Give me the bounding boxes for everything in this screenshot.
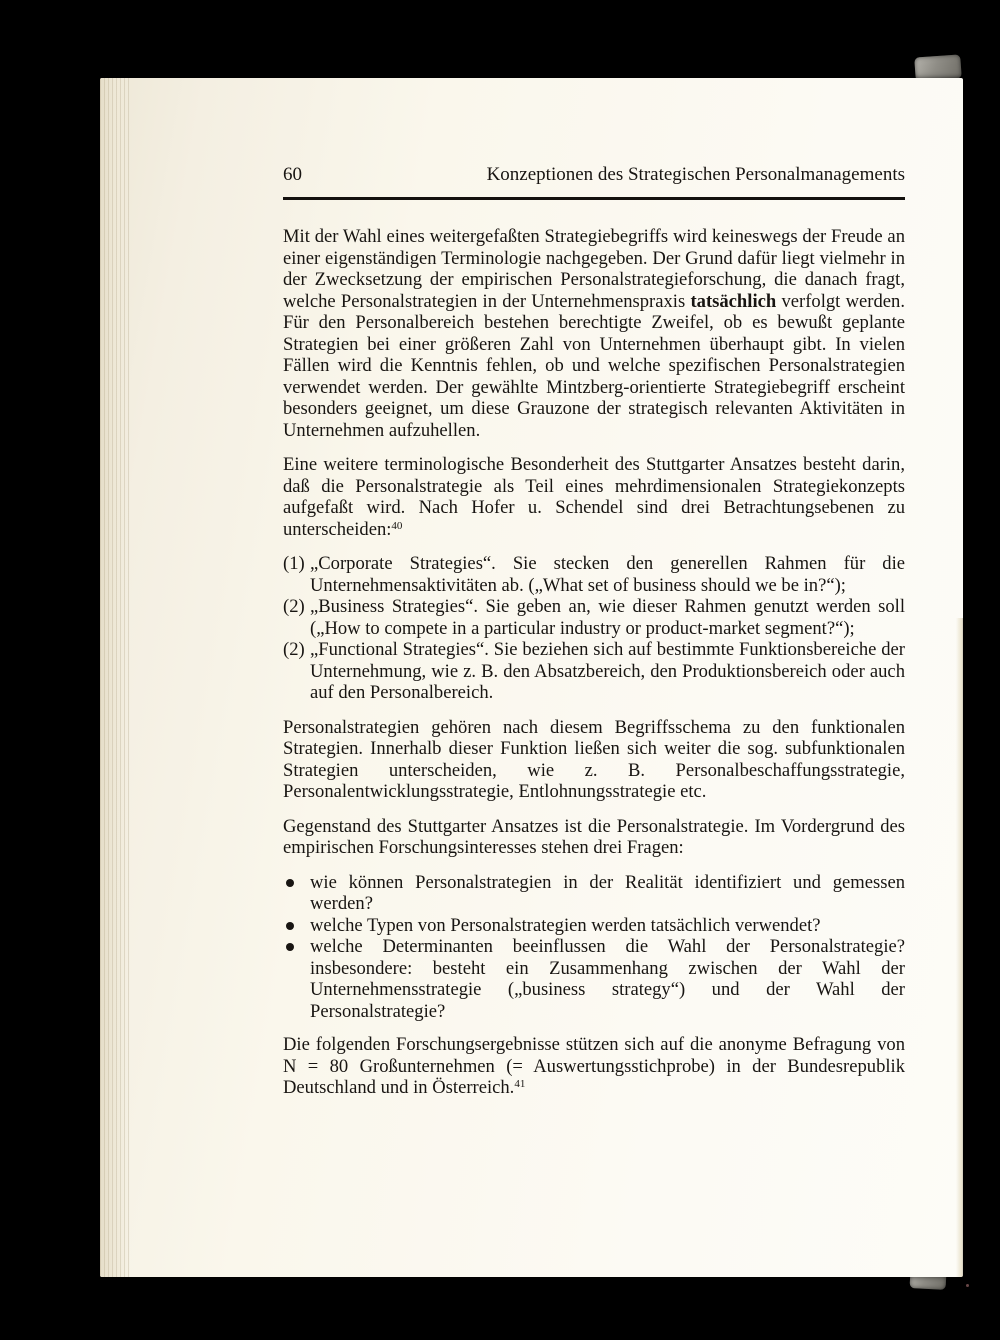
running-title: Konzeptionen des Strategischen Personalmanagements — [486, 164, 905, 185]
bullet-icon — [286, 922, 294, 930]
page-stack-right-edge — [956, 618, 963, 1277]
list-item-text: welche Typen von Personalstrategien werden tatsächlich verwendet? — [310, 914, 821, 936]
bullet-list — [283, 872, 905, 1023]
list-item — [283, 872, 905, 915]
page-body — [283, 226, 905, 1112]
paragraph-5-text: Die folgenden Forschungsergebnisse stützen sich auf die anonyme Befragung von N = 80 Großunternehmen (= Auswertungsstichprobe) in der Bundesrepublik Deutschland und in Österreich. — [283, 1034, 905, 1098]
list-item — [283, 915, 905, 937]
list-item — [283, 596, 905, 639]
paragraph-2 — [283, 454, 905, 540]
list-item-text: „Functional Strategies“. Sie beziehen sich auf bestimmte Funktionsbereiche der Unternehmung, wie z. B. den Absatzbereich, den Produktionsbereich oder auch auf den Personalbereich. — [310, 639, 905, 703]
numbered-list — [283, 553, 905, 704]
list-item-text: wie können Personalstrategien in der Realität identifiziert und gemessen werden? — [310, 871, 905, 914]
paragraph-2-text: Eine weitere terminologische Besonderheit des Stuttgarter Ansatzes besteht darin, daß die Personalstrategie als Teil eines mehrdimensionalen Strategiekonzepts aufgefaßt wird. Nach Hofer u. Schendel sind drei Betrachtungsebenen zu unterscheiden: — [283, 454, 905, 540]
scan-speck — [966, 1284, 969, 1287]
list-item — [283, 553, 905, 596]
paragraph-3: Personalstrategien gehören nach diesem Begriffsschema zu den funktionalen Strategien. Innerhalb dieser Funktion ließen sich weiter die sog. subfunktionalen Strategien unterscheiden, wie z. B. Personalbeschaffungsstrategie, Personalentwicklungsstrategie, Entlohnungsstrategie etc. — [283, 716, 905, 802]
paragraph-1 — [283, 226, 905, 441]
list-item — [283, 936, 905, 1022]
paragraph-1-text-cont: verfolgt werden. Für den Personalbereich bestehen berechtigte Zweifel, ob es bewußt geplante Strategien bei einer größeren Zahl von Unternehmen überhaupt gibt. In vielen Fällen wird die Kenntnis fehlen, ob und welche spezifischen Personalstrategien verwendet werden. Der gewählte Mintzberg-orientierte Strategiebegriff erscheint besonders geeignet, um diese Grauzone der strategisch relevanten Aktivitäten in Unternehmen aufzuhellen. — [283, 290, 905, 441]
list-item — [283, 639, 905, 704]
paragraph-4: Gegenstand des Stuttgarter Ansatzes ist die Personalstrategie. Im Vordergrund des empirischen Forschungsinteresses stehen drei Fragen: — [283, 815, 905, 858]
bullet-icon — [286, 879, 294, 887]
list-item-text: „Corporate Strategies“. Sie stecken den generellen Rahmen für die Unternehmensaktivitäten ab. („What set of business should we be in?“); — [310, 553, 905, 596]
page-stack-left-edge — [100, 78, 130, 1277]
bullet-icon — [286, 943, 294, 951]
book-page — [100, 78, 963, 1277]
footnote-ref-41: 41 — [514, 1078, 526, 1090]
paragraph-1-text: Mit der Wahl eines weitergefaßten Strategiebegriffs wird keineswegs der Freude an einer eigenständigen Terminologie nachgegeben. Der Grund dafür liegt vielmehr in der Zwecksetzung der empirischen Personalstrategieforschung, die danach fragt, welche Personalstrategien in der Unternehmenspraxis — [283, 226, 905, 312]
paragraph-5 — [283, 1034, 905, 1099]
page-number: 60 — [283, 164, 302, 185]
list-item-text: welche Determinanten beeinflussen die Wahl der Personalstrategie? insbesondere: besteht ein Zusammenhang zwischen der Wahl der Unternehmensstrategie („business strategy“) und der Wahl der Personalstrategie? — [310, 936, 905, 1022]
running-head — [283, 164, 905, 186]
list-item-marker: (2) — [283, 596, 305, 617]
footnote-ref-40: 40 — [391, 519, 403, 532]
list-item-text: „Business Strategies“. Sie geben an, wie dieser Rahmen genutzt werden soll („How to compete in a particular industry or product-market segment?“); — [310, 596, 905, 639]
list-item-marker: (2) — [283, 639, 305, 660]
header-rule — [283, 197, 905, 200]
list-item-marker: (1) — [283, 553, 305, 574]
paragraph-1-bold-term: tatsächlich — [690, 290, 777, 312]
